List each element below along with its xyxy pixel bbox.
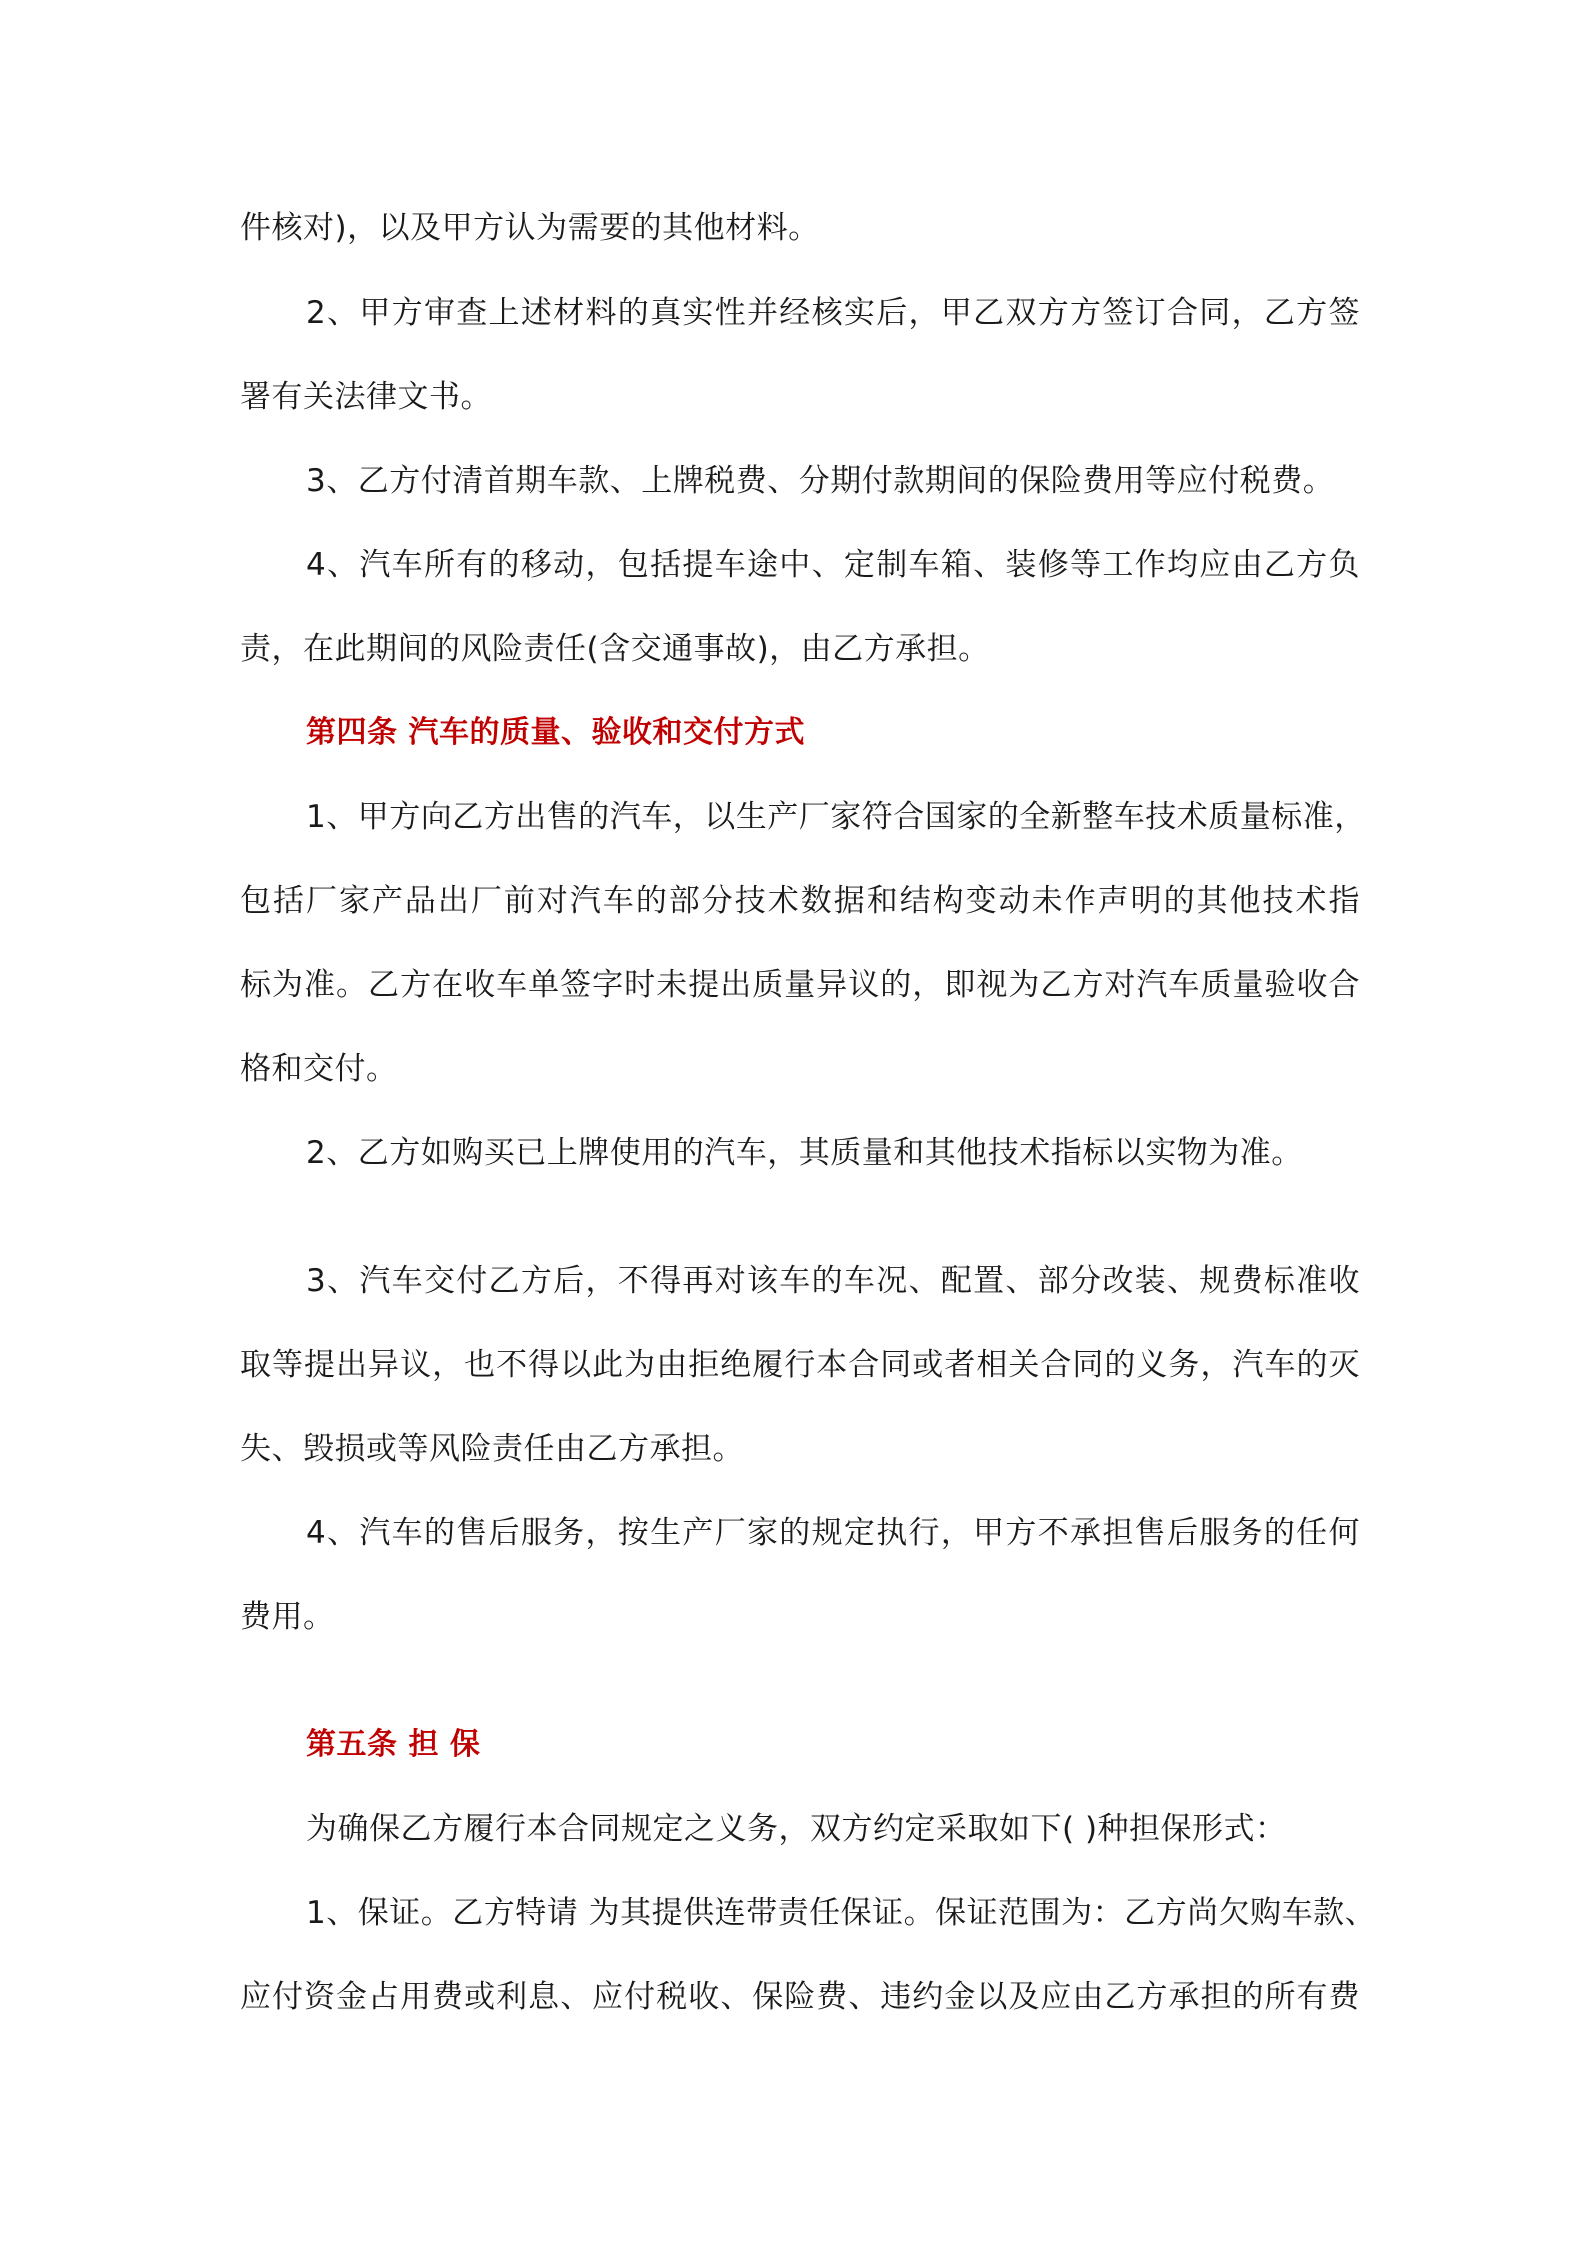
clause-2-line-2: 署有关法律文书。 [240, 379, 492, 415]
article-4-item-3-line-3: 失、毁损或等风险责任由乙方承担。 [240, 1431, 744, 1467]
article-5-item-1-line-1: 1、保证。乙方特请 为其提供连带责任保证。保证范围为：乙方尚欠购车款、 [306, 1895, 1377, 1931]
article-4-item-1-line-3: 标为准。乙方在收车单签字时未提出质量异议的，即视为乙方对汽车质量验收合 [240, 967, 1360, 1003]
article-4-item-4-line-2: 费用。 [240, 1599, 335, 1635]
clause-4-line-2: 责，在此期间的风险责任(含交通事故)，由乙方承担。 [240, 631, 990, 667]
article-5-intro-line: 为确保乙方履行本合同规定之义务，双方约定采取如下( )种担保形式： [306, 1811, 1287, 1847]
article-4-item-3-line-1: 3、汽车交付乙方后，不得再对该车的车况、配置、部分改装、规费标准收 [306, 1263, 1360, 1299]
article-4-item-4-line-1: 4、汽车的售后服务，按生产厂家的规定执行，甲方不承担售后服务的任何 [306, 1515, 1360, 1551]
article-4-heading: 第四条 汽车的质量、验收和交付方式 [306, 715, 805, 750]
paragraph-line: 件核对)，以及甲方认为需要的其他材料。 [240, 210, 820, 246]
article-5-item-1-line-2: 应付资金占用费或利息、应付税收、保险费、违约金以及应由乙方承担的所有费 [240, 1979, 1360, 2015]
article-4-item-3-line-2: 取等提出异议，也不得以此为由拒绝履行本合同或者相关合同的义务，汽车的灭 [240, 1347, 1360, 1383]
clause-3-line: 3、乙方付清首期车款、上牌税费、分期付款期间的保险费用等应付税费。 [306, 463, 1335, 499]
clause-2-line-1: 2、甲方审查上述材料的真实性并经核实后，甲乙双方方签订合同，乙方签 [306, 295, 1360, 331]
clause-4-line-1: 4、汽车所有的移动，包括提车途中、定制车箱、装修等工作均应由乙方负 [306, 547, 1360, 583]
article-4-item-1-line-4: 格和交付。 [240, 1051, 398, 1087]
article-5-heading: 第五条 担 保 [306, 1727, 481, 1762]
article-4-item-1-line-2: 包括厂家产品出厂前对汽车的部分技术数据和结构变动未作声明的其他技术指 [240, 883, 1360, 919]
article-4-item-1-line-1: 1、甲方向乙方出售的汽车，以生产厂家符合国家的全新整车技术质量标准， [306, 799, 1366, 835]
article-4-item-2-line: 2、乙方如购买已上牌使用的汽车，其质量和其他技术指标以实物为准。 [306, 1135, 1303, 1171]
